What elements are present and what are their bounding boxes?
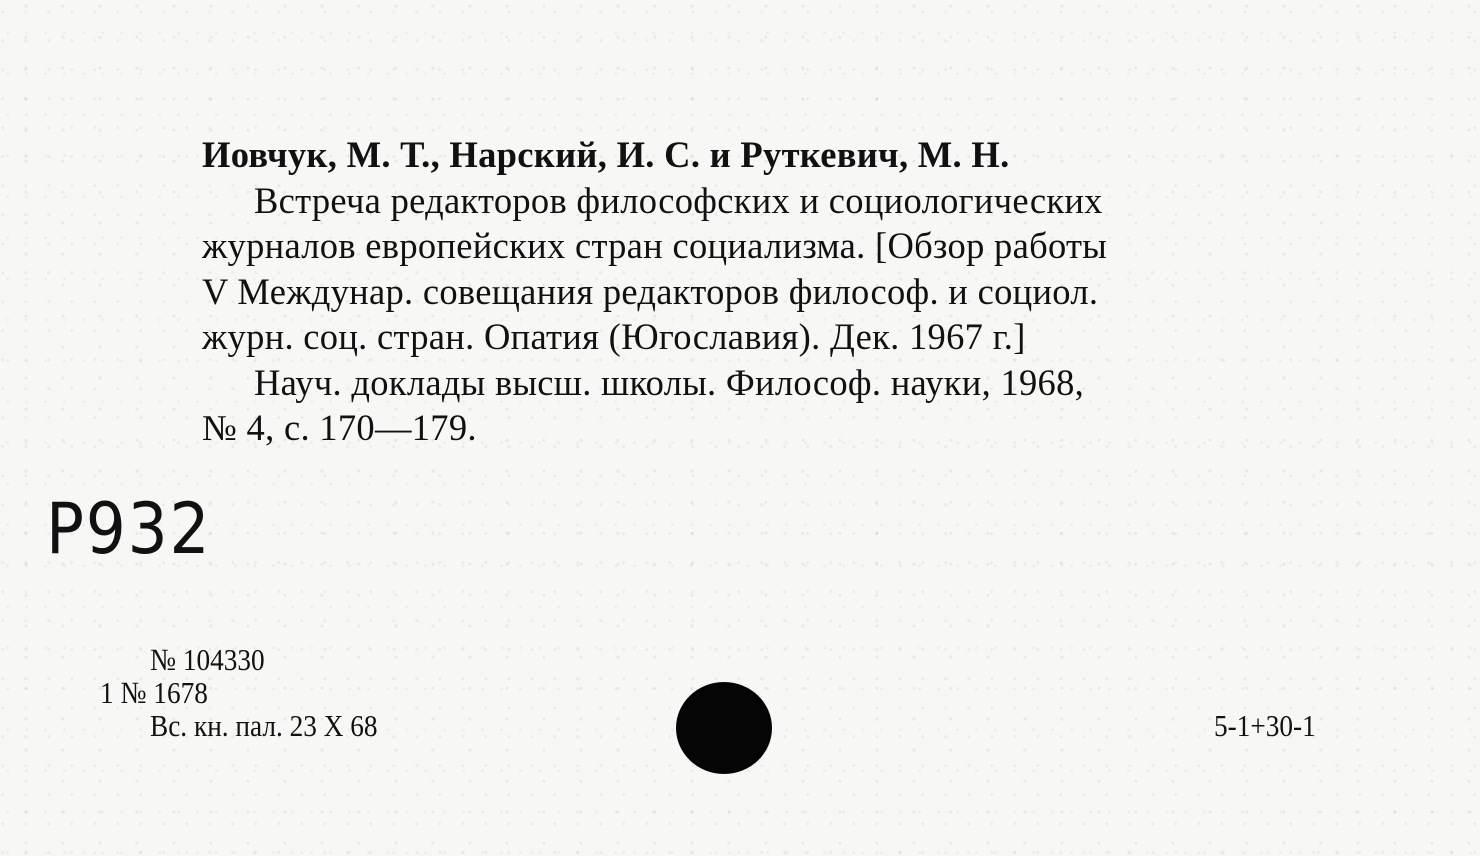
copy-number: 1 № 1678 [100, 675, 208, 710]
accession-number: № 104330 [150, 642, 265, 677]
card-punch-hole [676, 682, 772, 774]
description-line: журн. соц. стран. Опатия (Югославия). Дек. 1967 г.] [202, 316, 1026, 357]
book-chamber-note: Вс. кн. пал. 23 X 68 [150, 708, 378, 743]
bibliographic-entry [202, 132, 1362, 451]
description-line: Встреча редакторов философских и социологических [254, 179, 1103, 221]
description-line: V Междунар. совещания редакторов философ. и социол. [202, 270, 1099, 312]
source-line: Науч. доклады высш. школы. Философ. науки, 1968, [254, 361, 1085, 403]
description-line: журналов европейских стран социализма. [Обзор работы [202, 225, 1108, 266]
handwritten-call-number: P932 [46, 488, 212, 570]
author-heading: Иовчук, М. Т., Нарский, И. С. и Руткевич, М. Н. [202, 134, 1010, 175]
printing-code: 5-1+30-1 [1214, 708, 1316, 743]
source-line: № 4, с. 170—179. [202, 407, 477, 448]
